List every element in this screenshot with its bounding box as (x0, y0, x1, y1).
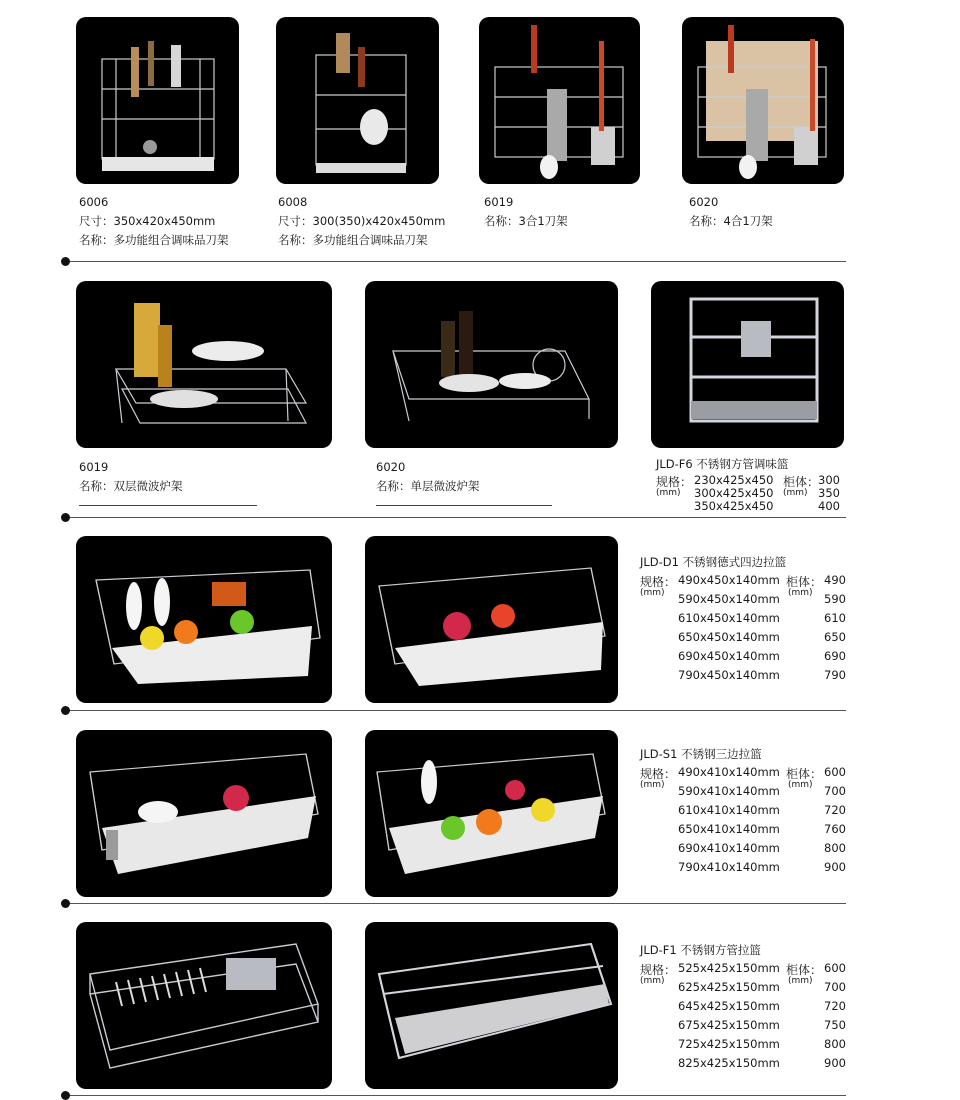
spec-size: 300x425x450 (694, 486, 774, 500)
cabinet-size: 350 (818, 486, 840, 500)
spec-size: 610x450x140mm (678, 611, 780, 625)
product-photo-jld-f6 (651, 281, 844, 448)
spec-size: 690x450x140mm (678, 649, 780, 663)
divider-bullet (61, 257, 70, 266)
cabinet-label: 柜体： (786, 575, 823, 589)
product-photo-jld-s1-b (365, 730, 618, 897)
cabinet-label: 柜体： (786, 767, 823, 781)
spec-unit: (mm) (656, 488, 681, 498)
section-divider (66, 710, 846, 711)
spec-label: 规格： (640, 767, 677, 781)
spec-size: 645x425x150mm (678, 999, 780, 1013)
spec-size: 230x425x450 (694, 473, 774, 487)
spec-size: 690x410x140mm (678, 841, 780, 855)
product-size: 尺寸：300(350)x420x450mm (278, 214, 446, 228)
caption-underline (376, 505, 552, 506)
product-code: 6006 (79, 195, 109, 209)
product-photo-double-microwave-rack (76, 281, 332, 448)
spec-size: 675x425x150mm (678, 1018, 780, 1032)
product-photo-jld-d1-b (365, 536, 618, 703)
cabinet-size: 760 (824, 822, 846, 836)
section-divider (66, 517, 846, 518)
cabinet-size: 650 (824, 630, 846, 644)
section-divider (66, 903, 846, 904)
spec-size: 590x410x140mm (678, 784, 780, 798)
spec-block-jld-d1 (640, 554, 846, 684)
product-photo-jld-f1-a (76, 922, 332, 1089)
product-name: 名称：3合1刀架 (484, 214, 568, 228)
cabinet-size: 690 (824, 649, 846, 663)
spec-size: 790x450x140mm (678, 668, 780, 682)
product-code: 6020 (689, 195, 719, 209)
cabinet-size: 400 (818, 499, 840, 513)
spec-size: 650x410x140mm (678, 822, 780, 836)
product-name: 名称：多功能组合调味品刀架 (278, 233, 428, 247)
product-photo-jld-s1-a (76, 730, 332, 897)
cabinet-unit: (mm) (788, 780, 813, 790)
cabinet-size: 800 (824, 1037, 846, 1051)
spec-label: 规格： (640, 963, 677, 977)
cabinet-size: 750 (824, 1018, 846, 1032)
cabinet-size: 700 (824, 784, 846, 798)
cabinet-size: 490 (824, 573, 846, 587)
product-size: 尺寸：350x420x450mm (79, 214, 216, 228)
cabinet-size: 610 (824, 611, 846, 625)
caption-underline (79, 505, 257, 506)
spec-title: JLD-F1 不锈钢方管拉篮 (640, 943, 761, 957)
cabinet-unit: (mm) (788, 588, 813, 598)
spec-size: 790x410x140mm (678, 860, 780, 874)
product-code: 6019 (79, 460, 109, 474)
spec-size: 490x410x140mm (678, 765, 780, 779)
spec-label: 规格： (640, 575, 677, 589)
cabinet-size: 720 (824, 803, 846, 817)
spec-title: JLD-D1 不锈钢德式四边拉篮 (640, 555, 787, 569)
spec-unit: (mm) (640, 588, 665, 598)
product-photo-single-microwave-rack (365, 281, 618, 448)
spec-title: JLD-S1 不锈钢三边拉篮 (640, 747, 762, 761)
spec-size: 650x450x140mm (678, 630, 780, 644)
spec-block-jld-f1 (640, 942, 846, 1072)
spec-unit: (mm) (640, 976, 665, 986)
cabinet-label: 柜体： (783, 475, 820, 489)
cabinet-size: 790 (824, 668, 846, 682)
cabinet-size: 700 (824, 980, 846, 994)
spec-label: 规格： (656, 475, 693, 489)
divider-bullet (61, 899, 70, 908)
product-name: 名称：多功能组合调味品刀架 (79, 233, 229, 247)
product-photo-jld-f1-b (365, 922, 618, 1089)
product-name: 名称：双层微波炉架 (79, 479, 183, 493)
product-photo-6019-knife-rack (479, 17, 640, 184)
product-code: 6020 (376, 460, 406, 474)
spec-block-jld-s1 (640, 746, 846, 876)
divider-bullet (61, 513, 70, 522)
cabinet-size: 590 (824, 592, 846, 606)
divider-bullet (61, 1091, 70, 1100)
cabinet-size: 900 (824, 1056, 846, 1070)
cabinet-unit: (mm) (788, 976, 813, 986)
cabinet-size: 800 (824, 841, 846, 855)
spec-size: 625x425x150mm (678, 980, 780, 994)
spec-size: 610x410x140mm (678, 803, 780, 817)
product-name: 名称：4合1刀架 (689, 214, 773, 228)
section-divider (66, 1095, 846, 1096)
product-code: 6008 (278, 195, 308, 209)
cabinet-size: 720 (824, 999, 846, 1013)
spec-size: 590x450x140mm (678, 592, 780, 606)
spec-size: 350x425x450 (694, 499, 774, 513)
spec-block-jld-f6 (656, 456, 846, 516)
product-code: 6019 (484, 195, 514, 209)
cabinet-unit: (mm) (783, 488, 808, 498)
spec-unit: (mm) (640, 780, 665, 790)
cabinet-size: 900 (824, 860, 846, 874)
spec-size: 725x425x150mm (678, 1037, 780, 1051)
cabinet-size: 600 (824, 961, 846, 975)
spec-size: 490x450x140mm (678, 573, 780, 587)
spec-size: 525x425x150mm (678, 961, 780, 975)
spec-size: 825x425x150mm (678, 1056, 780, 1070)
cabinet-size: 600 (824, 765, 846, 779)
product-photo-6020-knife-rack (682, 17, 844, 184)
product-photo-6006 (76, 17, 239, 184)
cabinet-size: 300 (818, 473, 840, 487)
divider-bullet (61, 706, 70, 715)
product-name: 名称：单层微波炉架 (376, 479, 480, 493)
section-divider (66, 261, 846, 262)
product-photo-jld-d1-a (76, 536, 332, 703)
product-photo-6008 (276, 17, 439, 184)
cabinet-label: 柜体： (786, 963, 823, 977)
spec-title: JLD-F6 不锈钢方管调味篮 (656, 457, 789, 471)
